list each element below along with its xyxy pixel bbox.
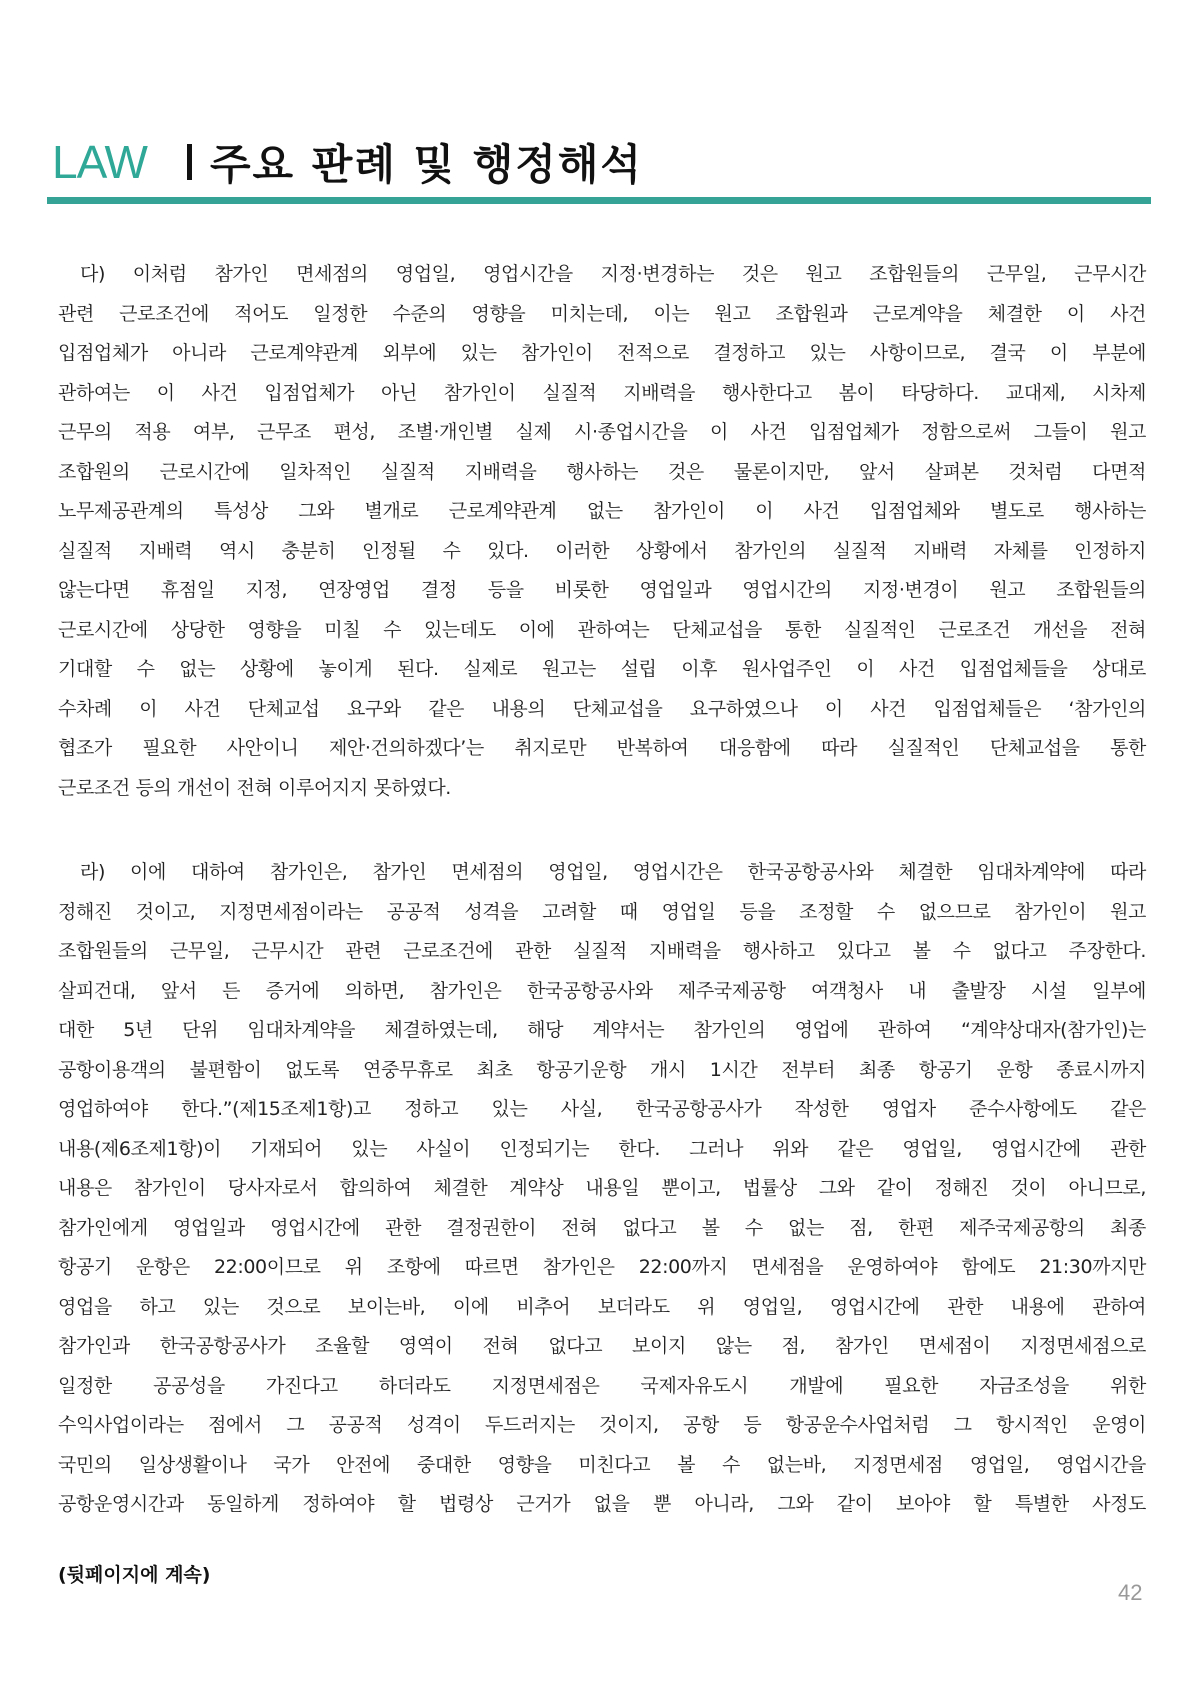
text-line: 관하여는 이 사건 입점업체가 아닌 참가인이 실질적 지배력을 행사한다고 봄이 타당하다. 교대제, 시차제 bbox=[58, 381, 1146, 404]
page-number: 42 bbox=[1118, 1580, 1143, 1605]
page-header bbox=[52, 136, 643, 188]
title-separator bbox=[187, 144, 192, 180]
text-line: 근로조건 등의 개선이 전혀 이루어지지 못하였다. bbox=[58, 776, 451, 799]
text-line: 참가인에게 영업일과 영업시간에 관한 결정권한이 전혀 없다고 볼 수 없는 점, 한편 제주국제공항의 최종 bbox=[58, 1216, 1146, 1239]
text-line: 근무의 적용 여부, 근무조 편성, 조별·개인별 실제 시·종업시간을 이 사건 입점업체가 정함으로써 그들이 원고 bbox=[58, 421, 1146, 443]
header-divider bbox=[47, 197, 1151, 204]
section-label: LAW bbox=[52, 136, 147, 188]
text-line: 실질적 지배력 역시 충분히 인정될 수 있다. 이러한 상황에서 참가인의 실질적 지배력 자체를 인정하지 bbox=[58, 539, 1146, 562]
text-line: 라) 이에 대하여 참가인은, 참가인 면세점의 영업일, 영업시간은 한국공항공사와 체결한 임대차계약에 따라 bbox=[80, 861, 1146, 883]
text-line: 일정한 공공성을 가진다고 하더라도 지정면세점은 국제자유도시 개발에 필요한 자금조성을 위한 bbox=[58, 1374, 1146, 1397]
paragraph-da bbox=[58, 255, 1146, 808]
text-line: 다) 이처럼 참가인 면세점의 영업일, 영업시간을 지정·변경하는 것은 원고 조합원들의 근무일, 근무시간 bbox=[80, 263, 1146, 285]
text-line: 협조가 필요한 사안이니 제안·건의하겠다’는 취지로만 반복하여 대응함에 따라 실질적인 단체교섭을 통한 bbox=[58, 737, 1146, 759]
text-line: 공항이용객의 불편함이 없도록 연중무휴로 최초 항공기운항 개시 1시간 전부터 최종 항공기 운항 종료시까지 bbox=[58, 1058, 1146, 1081]
text-line: 관련 근로조건에 적어도 일정한 수준의 영향을 미치는데, 이는 원고 조합원과 근로계약을 체결한 이 사건 bbox=[58, 302, 1146, 325]
text-line: 않는다면 휴점일 지정, 연장영업 결정 등을 비롯한 영업일과 영업시간의 지정·변경이 원고 조합원들의 bbox=[58, 579, 1146, 601]
text-line: 살피건대, 앞서 든 증거에 의하면, 참가인은 한국공항공사와 제주국제공항 여객청사 내 출발장 시설 일부에 bbox=[58, 979, 1146, 1002]
paragraph-ra bbox=[58, 853, 1146, 1525]
text-line: 영업하여야 한다.”(제15조제1항)고 정하고 있는 사실, 한국공항공사가 작성한 영업자 준수사항에도 같은 bbox=[58, 1098, 1146, 1120]
text-line: 내용(제6조제1항)이 기재되어 있는 사실이 인정되기는 한다. 그러나 위와 같은 영업일, 영업시간에 관한 bbox=[58, 1137, 1146, 1160]
text-line: 입점업체가 아니라 근로계약관계 외부에 있는 참가인이 전적으로 결정하고 있는 사항이므로, 결국 이 부분에 bbox=[58, 342, 1146, 364]
text-line: 항공기 운항은 22:00이므로 위 조항에 따르면 참가인은 22:00까지 면세점을 운영하여야 함에도 21:30까지만 bbox=[58, 1256, 1146, 1278]
text-line: 수차례 이 사건 단체교섭 요구와 같은 내용의 단체교섭을 요구하였으나 이 사건 입점업체들은 ‘참가인의 bbox=[58, 697, 1146, 720]
text-line: 참가인과 한국공항공사가 조율할 영역이 전혀 없다고 보이지 않는 점, 참가인 면세점이 지정면세점으로 bbox=[58, 1335, 1146, 1357]
text-line: 수익사업이라는 점에서 그 공공적 성격이 두드러지는 것이지, 공항 등 항공운수사업처럼 그 항시적인 운영이 bbox=[58, 1414, 1146, 1436]
page-title: 주요 판례 및 행정해석 bbox=[209, 140, 643, 189]
text-line: 정해진 것이고, 지정면세점이라는 공공적 성격을 고려할 때 영업일 등을 조정할 수 없으므로 참가인이 원고 bbox=[58, 900, 1146, 923]
continued-note: (뒷페이지에 계속) bbox=[58, 1564, 211, 1586]
text-line: 근로시간에 상당한 영향을 미칠 수 있는데도 이에 관하여는 단체교섭을 통한 실질적인 근로조건 개선을 전혀 bbox=[58, 618, 1146, 641]
text-line: 조합원의 근로시간에 일차적인 실질적 지배력을 행사하는 것은 물론이지만, 앞서 살펴본 것처럼 다면적 bbox=[58, 460, 1146, 483]
text-line: 국민의 일상생활이나 국가 안전에 중대한 영향을 미친다고 볼 수 없는바, 지정면세점 영업일, 영업시간을 bbox=[58, 1453, 1146, 1476]
text-line: 기대할 수 없는 상황에 놓이게 된다. 실제로 원고는 설립 이후 원사업주인 이 사건 입점업체들을 상대로 bbox=[58, 658, 1146, 680]
text-line: 공항운영시간과 동일하게 정하여야 할 법령상 근거가 없을 뿐 아니라, 그와 같이 보아야 할 특별한 사정도 bbox=[58, 1493, 1146, 1515]
text-line: 노무제공관계의 특성상 그와 별개로 근로계약관계 없는 참가인이 이 사건 입점업체와 별도로 행사하는 bbox=[58, 500, 1146, 522]
text-line: 내용은 참가인이 당사자로서 합의하여 체결한 계약상 내용일 뿐이고, 법률상 그와 같이 정해진 것이 아니므로, bbox=[58, 1177, 1146, 1199]
text-line: 대한 5년 단위 임대차계약을 체결하였는데, 해당 계약서는 참가인의 영업에 관하여 “계약상대자(참가인)는 bbox=[58, 1019, 1146, 1041]
text-line: 영업을 하고 있는 것으로 보이는바, 이에 비추어 보더라도 위 영업일, 영업시간에 관한 내용에 관하여 bbox=[58, 1295, 1146, 1318]
text-line: 조합원들의 근무일, 근무시간 관련 근로조건에 관한 실질적 지배력을 행사하고 있다고 볼 수 없다고 주장한다. bbox=[58, 940, 1146, 962]
